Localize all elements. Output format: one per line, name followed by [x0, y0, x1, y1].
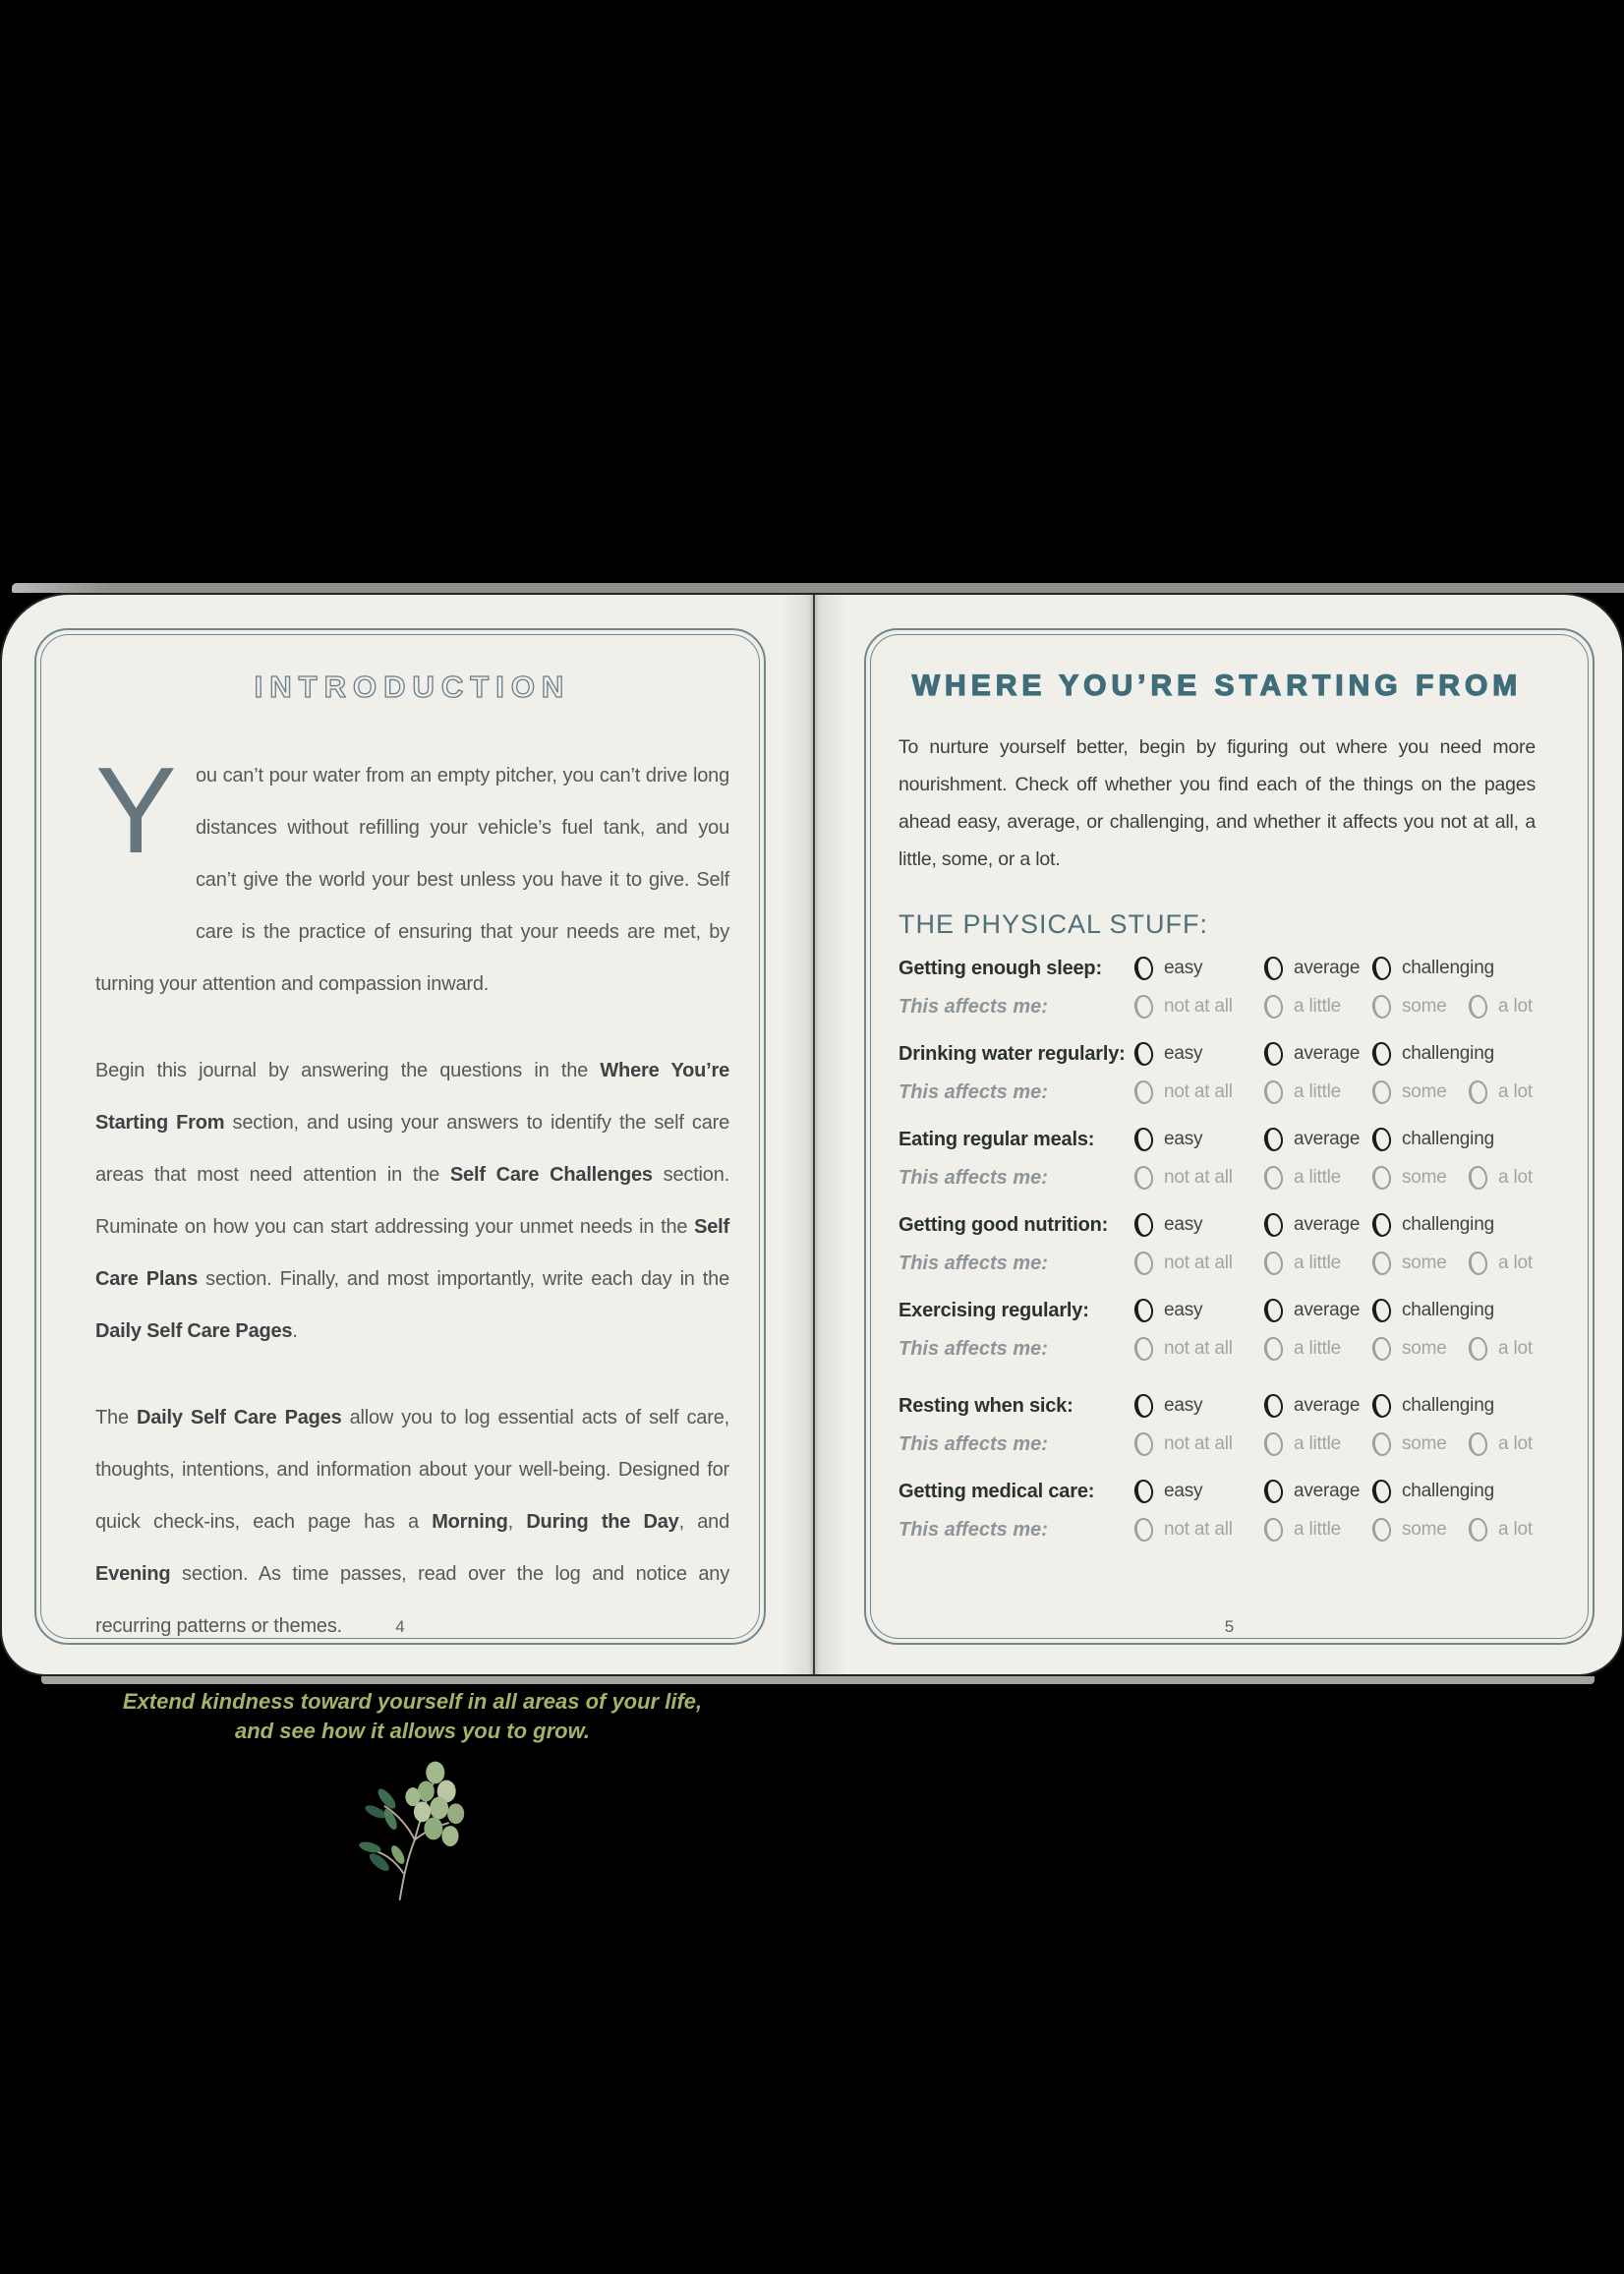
radio-not-at-all[interactable] [1133, 1336, 1155, 1362]
radio-some[interactable] [1371, 1079, 1393, 1105]
radio-a-little[interactable] [1263, 994, 1285, 1020]
radio-a-lot[interactable] [1468, 1165, 1489, 1191]
affects-label: This affects me: [899, 1432, 1048, 1455]
page-title-introduction: INTRODUCTION [254, 670, 571, 704]
radio-some[interactable] [1371, 1251, 1393, 1276]
book-spine-line [813, 595, 815, 1674]
radio-easy[interactable] [1133, 1127, 1155, 1152]
radio-a-little[interactable] [1263, 1165, 1285, 1191]
physical-stuff-checklist [899, 956, 1536, 1543]
radio-challenging[interactable] [1371, 1041, 1393, 1067]
page-title-where-youre-starting-from: WHERE YOU’RE STARTING FROM [911, 670, 1523, 702]
plant-illustration [95, 1754, 729, 1901]
item-label: Getting medical care: [899, 1480, 1095, 1502]
radio-a-lot[interactable] [1468, 1517, 1489, 1543]
radio-average[interactable] [1263, 1127, 1285, 1152]
kindness-quote [95, 1687, 729, 1746]
radio-not-at-all[interactable] [1133, 1251, 1155, 1276]
drop-cap: Y [95, 743, 177, 879]
section-heading-physical-stuff: THE PHYSICAL STUFF: [899, 909, 1209, 939]
affects-label: This affects me: [899, 995, 1048, 1018]
radio-a-lot[interactable] [1468, 1336, 1489, 1362]
radio-average[interactable] [1263, 1393, 1285, 1419]
radio-a-little[interactable] [1263, 1079, 1285, 1105]
radio-average[interactable] [1263, 1041, 1285, 1067]
item-label: Getting enough sleep: [899, 957, 1102, 979]
radio-average[interactable] [1263, 1212, 1285, 1238]
radio-easy[interactable] [1133, 1298, 1155, 1323]
affects-label: This affects me: [899, 1518, 1048, 1541]
affects-label: This affects me: [899, 1252, 1048, 1274]
radio-easy[interactable] [1133, 1041, 1155, 1067]
radio-some[interactable] [1371, 1165, 1393, 1191]
radio-not-at-all[interactable] [1133, 1431, 1155, 1457]
open-book-spread [0, 593, 1624, 1743]
intro-paragraph-2: Begin this journal by answering the questions in the Where You’re Starting From section, and using your answers to identify the self care areas that most need attention in the Self Care Challenges section. Ruminate on how you can start addressing your unmet needs in the Self Care Plans section. Finally, and most importantly, write each day in the Daily Self Care Pages. [95, 1060, 730, 1342]
left-page [2, 595, 814, 1743]
radio-a-lot[interactable] [1468, 1079, 1489, 1105]
radio-a-little[interactable] [1263, 1336, 1285, 1362]
left-page-number: 4 [395, 1617, 405, 1636]
radio-average[interactable] [1263, 1298, 1285, 1323]
radio-easy[interactable] [1133, 1479, 1155, 1504]
radio-not-at-all[interactable] [1133, 1079, 1155, 1105]
radio-average[interactable] [1263, 956, 1285, 981]
book-top-page-edge [12, 583, 1624, 593]
radio-easy[interactable] [1133, 1393, 1155, 1419]
radio-some[interactable] [1371, 1431, 1393, 1457]
checklist-item-sleep: Getting enough sleep: easy average challenging This affects me: not at all a little some a lot [899, 956, 1536, 1020]
radio-some[interactable] [1371, 994, 1393, 1020]
radio-not-at-all[interactable] [1133, 1165, 1155, 1191]
right-page-number: 5 [1224, 1617, 1235, 1636]
affects-label: This affects me: [899, 1080, 1048, 1103]
checklist-item-nutrition: Getting good nutrition: easy average challenging This affects me: not at all a little some a lot [899, 1212, 1536, 1276]
radio-not-at-all[interactable] [1133, 1517, 1155, 1543]
checklist-item-water: Drinking water regularly: easy average challenging This affects me: not at all a little some a lot [899, 1041, 1536, 1105]
radio-a-little[interactable] [1263, 1251, 1285, 1276]
quote-line-1: Extend kindness toward yourself in all areas of your life, [122, 1689, 703, 1714]
affects-label: This affects me: [899, 1337, 1048, 1360]
intro-paragraph-3: The Daily Self Care Pages allow you to log essential acts of self care, thoughts, intentions, and information about your well-being. Designed for quick check-ins, each page has a Morning, During the Day, and Evening section. As time passes, read over the log and notice any recurring patterns or themes. [95, 1407, 729, 1637]
radio-a-lot[interactable] [1468, 1251, 1489, 1276]
radio-challenging[interactable] [1371, 1393, 1393, 1419]
radio-easy[interactable] [1133, 956, 1155, 981]
radio-challenging[interactable] [1371, 1298, 1393, 1323]
radio-some[interactable] [1371, 1336, 1393, 1362]
checklist-item-medical: Getting medical care: easy average challenging This affects me: not at all a little some a lot [899, 1479, 1536, 1543]
affects-label: This affects me: [899, 1166, 1048, 1189]
quote-line-2: and see how it allows you to grow. [234, 1719, 590, 1743]
radio-not-at-all[interactable] [1133, 994, 1155, 1020]
radio-challenging[interactable] [1371, 1212, 1393, 1238]
checklist-item-rest: Resting when sick: easy average challenging This affects me: not at all a little some a lot [899, 1393, 1536, 1457]
radio-a-little[interactable] [1263, 1517, 1285, 1543]
intro-paragraph-1: You can’t pour water from an empty pitcher, you can’t drive long distances without refilling your vehicle’s fuel tank, and you can’t give the world your best unless you have it to give. Self care is the practice of ensuring that your needs are met, by turning your attention and compassion inward. [95, 743, 729, 995]
item-label: Getting good nutrition: [899, 1213, 1109, 1236]
starting-from-intro: To nurture yourself better, begin by figuring out where you need more nourishment. Check off whether you find each of the things on the pages ahead easy, average, or challenging, and whether it affects you not at all, a little, some, or a lot. [899, 736, 1536, 870]
radio-challenging[interactable] [1371, 1127, 1393, 1152]
radio-a-lot[interactable] [1468, 1431, 1489, 1457]
item-label: Resting when sick: [899, 1394, 1073, 1417]
radio-challenging[interactable] [1371, 956, 1393, 981]
item-label: Drinking water regularly: [899, 1042, 1126, 1065]
item-label: Eating regular meals: [899, 1128, 1095, 1150]
radio-a-little[interactable] [1263, 1431, 1285, 1457]
radio-challenging[interactable] [1371, 1479, 1393, 1504]
radio-a-lot[interactable] [1468, 994, 1489, 1020]
radio-average[interactable] [1263, 1479, 1285, 1504]
item-label: Exercising regularly: [899, 1299, 1089, 1321]
checklist-item-exercise: Exercising regularly: easy average challenging This affects me: not at all a little some a lot [899, 1298, 1536, 1362]
radio-some[interactable] [1371, 1517, 1393, 1543]
checklist-item-meals: Eating regular meals: easy average challenging This affects me: not at all a little some a lot [899, 1127, 1536, 1191]
eucalyptus-branch-icon [338, 1754, 488, 1901]
journal-book [0, 583, 1624, 1743]
radio-easy[interactable] [1133, 1212, 1155, 1238]
right-page [814, 595, 1624, 1674]
